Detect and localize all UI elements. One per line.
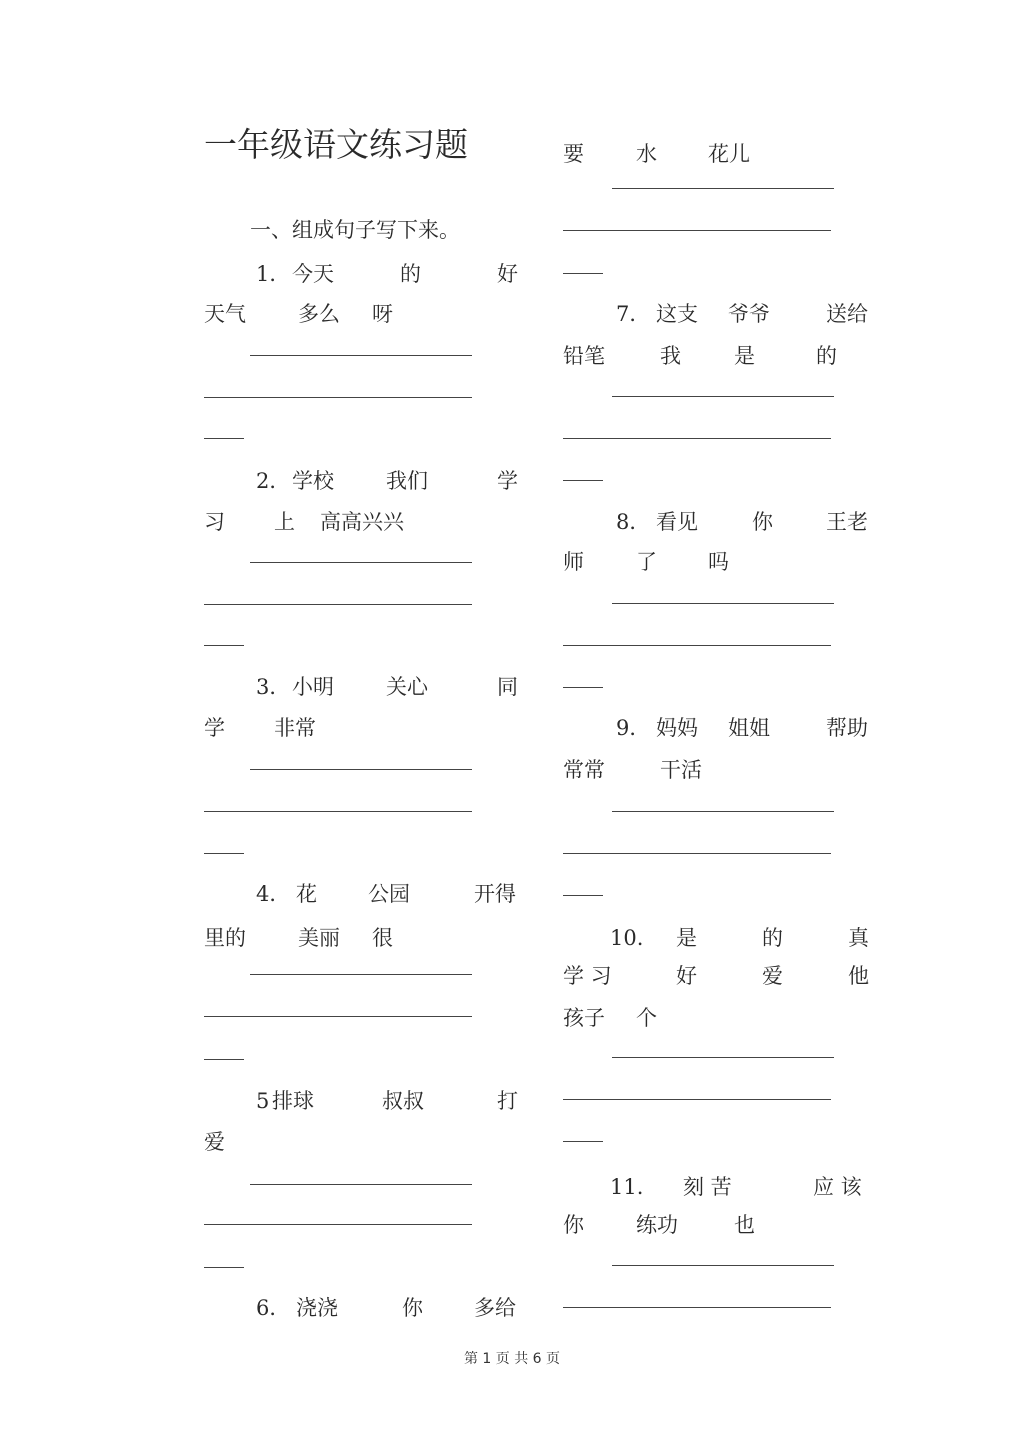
word: 的 <box>762 926 783 950</box>
word: 帮助 <box>826 716 868 740</box>
word: 也 <box>734 1213 755 1237</box>
answer-line <box>612 1057 834 1058</box>
word: 送给 <box>826 302 868 326</box>
word: 小明 <box>292 675 334 699</box>
word: 排球 <box>272 1089 314 1113</box>
page-footer: 第 1 页 共 6 页 <box>463 1351 561 1367</box>
answer-line <box>563 853 831 854</box>
word: 他 <box>848 964 869 988</box>
answer-line <box>563 230 831 231</box>
word: 学 习 <box>563 964 612 988</box>
word: 高高兴兴 <box>320 510 404 534</box>
word: 姐姐 <box>728 716 770 740</box>
word: 常常 <box>563 758 605 782</box>
word: 非常 <box>274 716 316 740</box>
answer-line <box>250 1184 472 1185</box>
word: 我们 <box>386 469 428 493</box>
word: 师 <box>563 550 584 574</box>
word: 干活 <box>660 758 702 782</box>
answer-line <box>612 396 834 397</box>
word: 吗 <box>708 550 729 574</box>
word: 好 <box>497 262 518 286</box>
word: 了 <box>636 550 657 574</box>
answer-line <box>204 811 472 812</box>
word: 是 <box>734 344 755 368</box>
answer-line <box>204 1224 472 1225</box>
word: 美丽 <box>298 926 340 950</box>
answer-line <box>563 1307 831 1308</box>
question-number: 1． <box>256 262 291 286</box>
word: 好 <box>676 964 697 988</box>
word: 打 <box>497 1089 518 1113</box>
answer-line <box>563 645 831 646</box>
word: 你 <box>563 1213 584 1237</box>
word: 我 <box>660 344 681 368</box>
word: 上 <box>274 510 295 534</box>
word: 孩子 <box>563 1006 605 1030</box>
word: 水 <box>636 142 657 166</box>
question-number: 9． <box>616 716 651 740</box>
question-number: 4． <box>256 882 291 906</box>
word: 你 <box>402 1296 423 1320</box>
answer-line <box>563 687 603 688</box>
answer-line <box>250 562 472 563</box>
word: 练功 <box>636 1213 678 1237</box>
word: 的 <box>816 344 837 368</box>
word: 看见 <box>656 510 698 534</box>
answer-line <box>204 604 472 605</box>
answer-line <box>612 188 834 189</box>
word: 爱 <box>762 964 783 988</box>
page-title: 一年级语文练习题 <box>204 125 468 164</box>
word: 同 <box>497 675 518 699</box>
word: 多给 <box>474 1296 516 1320</box>
answer-line <box>204 397 472 398</box>
word: 习 <box>204 510 225 534</box>
word: 叔叔 <box>382 1089 424 1113</box>
answer-line <box>563 895 603 896</box>
answer-line <box>563 480 603 481</box>
word: 妈妈 <box>656 716 698 740</box>
answer-line <box>250 974 472 975</box>
word: 开得 <box>474 882 516 906</box>
question-number: 3． <box>256 675 291 699</box>
answer-line <box>563 1141 603 1142</box>
word: 很 <box>372 926 393 950</box>
word: 这支 <box>656 302 698 326</box>
answer-line <box>563 438 831 439</box>
answer-line <box>612 811 834 812</box>
word: 的 <box>400 262 421 286</box>
question-number: 8． <box>616 510 651 534</box>
word: 花 <box>296 882 317 906</box>
word: 呀 <box>372 302 393 326</box>
answer-line <box>204 853 244 854</box>
question-number: 2． <box>256 469 291 493</box>
answer-line <box>563 273 603 274</box>
question-number: 7． <box>616 302 651 326</box>
answer-line <box>204 1267 244 1268</box>
word: 学校 <box>292 469 334 493</box>
answer-line <box>250 769 472 770</box>
word: 铅笔 <box>563 344 605 368</box>
answer-line <box>204 438 244 439</box>
word: 公园 <box>368 882 410 906</box>
answer-line <box>250 355 472 356</box>
word: 里的 <box>204 926 246 950</box>
question-number: 5 <box>256 1089 270 1113</box>
word: 应 该 <box>813 1175 862 1199</box>
word: 学 <box>497 469 518 493</box>
word: 学 <box>204 716 225 740</box>
answer-line <box>204 1059 244 1060</box>
answer-line <box>204 645 244 646</box>
answer-line <box>612 1265 834 1266</box>
word: 天气 <box>204 302 246 326</box>
word: 王老 <box>826 510 868 534</box>
word: 真 <box>848 926 869 950</box>
word: 关心 <box>386 675 428 699</box>
word: 花儿 <box>708 142 750 166</box>
question-number: 6． <box>256 1296 291 1320</box>
word: 爷爷 <box>728 302 770 326</box>
answer-line <box>612 603 834 604</box>
answer-line <box>204 1016 472 1017</box>
question-number: 10. <box>610 926 644 950</box>
question-number: 11. <box>610 1175 644 1199</box>
word: 刻 苦 <box>683 1175 732 1199</box>
word: 爱 <box>204 1130 225 1154</box>
word: 个 <box>636 1006 657 1030</box>
word: 要 <box>563 142 584 166</box>
word: 多么 <box>298 302 340 326</box>
section-heading: 一、组成句子写下来。 <box>250 218 460 242</box>
word: 你 <box>752 510 773 534</box>
word: 是 <box>676 926 697 950</box>
answer-line <box>563 1099 831 1100</box>
word: 今天 <box>292 262 334 286</box>
word: 浇浇 <box>296 1296 338 1320</box>
